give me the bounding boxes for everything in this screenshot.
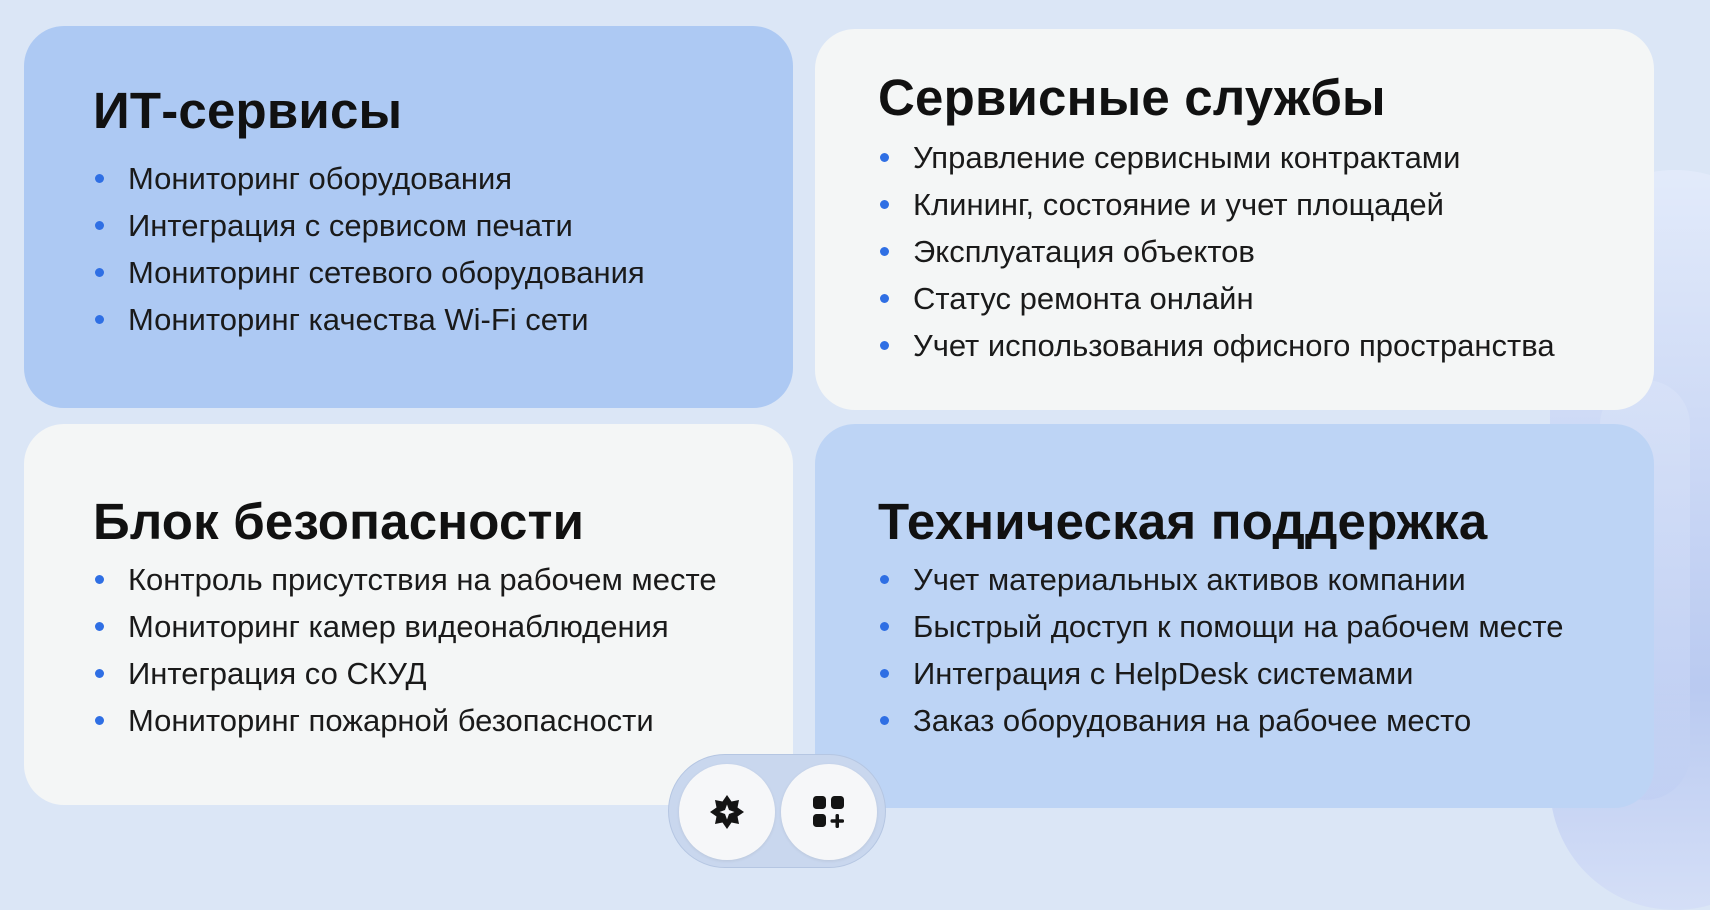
list-item xyxy=(878,556,1563,603)
card-title-it-services: ИТ-сервисы xyxy=(93,82,403,139)
bullet-icon xyxy=(95,622,104,631)
list-item xyxy=(93,603,717,650)
list-item-label: Мониторинг камер видеонаблюдения xyxy=(128,609,669,644)
add-widget-button[interactable] xyxy=(781,764,877,860)
list-item-label: Контроль присутствия на рабочем месте xyxy=(128,562,717,597)
card-title-technical-support: Техническая поддержка xyxy=(878,493,1488,550)
list-item xyxy=(878,650,1563,697)
bullet-icon xyxy=(95,315,104,324)
list-item-label: Клининг, состояние и учет площадей xyxy=(913,187,1444,222)
list-it-services xyxy=(93,155,645,343)
list-item-label: Быстрый доступ к помощи на рабочем месте xyxy=(913,609,1564,644)
list-item-label: Мониторинг сетевого оборудования xyxy=(128,255,645,290)
list-item-label: Мониторинг оборудования xyxy=(128,161,513,196)
list-item-label: Мониторинг пожарной безопасности xyxy=(128,703,654,738)
list-item-label: Заказ оборудования на рабочее место xyxy=(913,703,1472,738)
card-title-service-departments: Сервисные службы xyxy=(878,69,1386,126)
list-service-departments xyxy=(878,134,1555,369)
bullet-icon xyxy=(880,575,889,584)
bullet-icon xyxy=(880,716,889,725)
list-item xyxy=(878,697,1563,744)
list-item xyxy=(878,275,1555,322)
bullet-icon xyxy=(880,669,889,678)
bullet-icon xyxy=(880,153,889,162)
list-item xyxy=(878,322,1555,369)
list-item-label: Интеграция с сервисом печати xyxy=(128,208,573,243)
list-item-label: Учет использования офисного пространства xyxy=(913,328,1555,363)
bullet-icon xyxy=(95,716,104,725)
bullet-icon xyxy=(880,294,889,303)
bullet-icon xyxy=(95,268,104,277)
list-item xyxy=(93,697,717,744)
bullet-icon xyxy=(95,221,104,230)
list-item-label: Эксплуатация объектов xyxy=(913,234,1255,269)
list-item xyxy=(93,296,645,343)
card-title-security-block: Блок безопасности xyxy=(93,493,585,550)
list-item-label: Учет материальных активов компании xyxy=(913,562,1466,597)
floating-dock xyxy=(668,754,886,868)
bullet-icon xyxy=(95,669,104,678)
list-item-label: Интеграция с HelpDesk системами xyxy=(913,656,1414,691)
list-item-label: Интеграция со СКУД xyxy=(128,656,427,691)
list-item xyxy=(93,650,717,697)
bullet-icon xyxy=(880,622,889,631)
list-item xyxy=(93,155,645,202)
list-item-label: Управление сервисными контрактами xyxy=(913,140,1461,175)
list-item-label: Статус ремонта онлайн xyxy=(913,281,1254,316)
apps-add-icon xyxy=(809,792,849,832)
bullet-icon xyxy=(95,174,104,183)
list-security-block xyxy=(93,556,717,744)
list-item xyxy=(878,181,1555,228)
list-item xyxy=(878,134,1555,181)
list-item xyxy=(93,556,717,603)
list-item xyxy=(93,202,645,249)
list-item xyxy=(878,228,1555,275)
list-item xyxy=(878,603,1563,650)
list-technical-support xyxy=(878,556,1563,744)
list-item-label: Мониторинг качества Wi-Fi сети xyxy=(128,302,589,337)
ai-assistant-button[interactable] xyxy=(679,764,775,860)
bullet-icon xyxy=(95,575,104,584)
list-item xyxy=(93,249,645,296)
bullet-icon xyxy=(880,341,889,350)
bullet-icon xyxy=(880,200,889,209)
sparkle-icon xyxy=(707,792,747,832)
bullet-icon xyxy=(880,247,889,256)
